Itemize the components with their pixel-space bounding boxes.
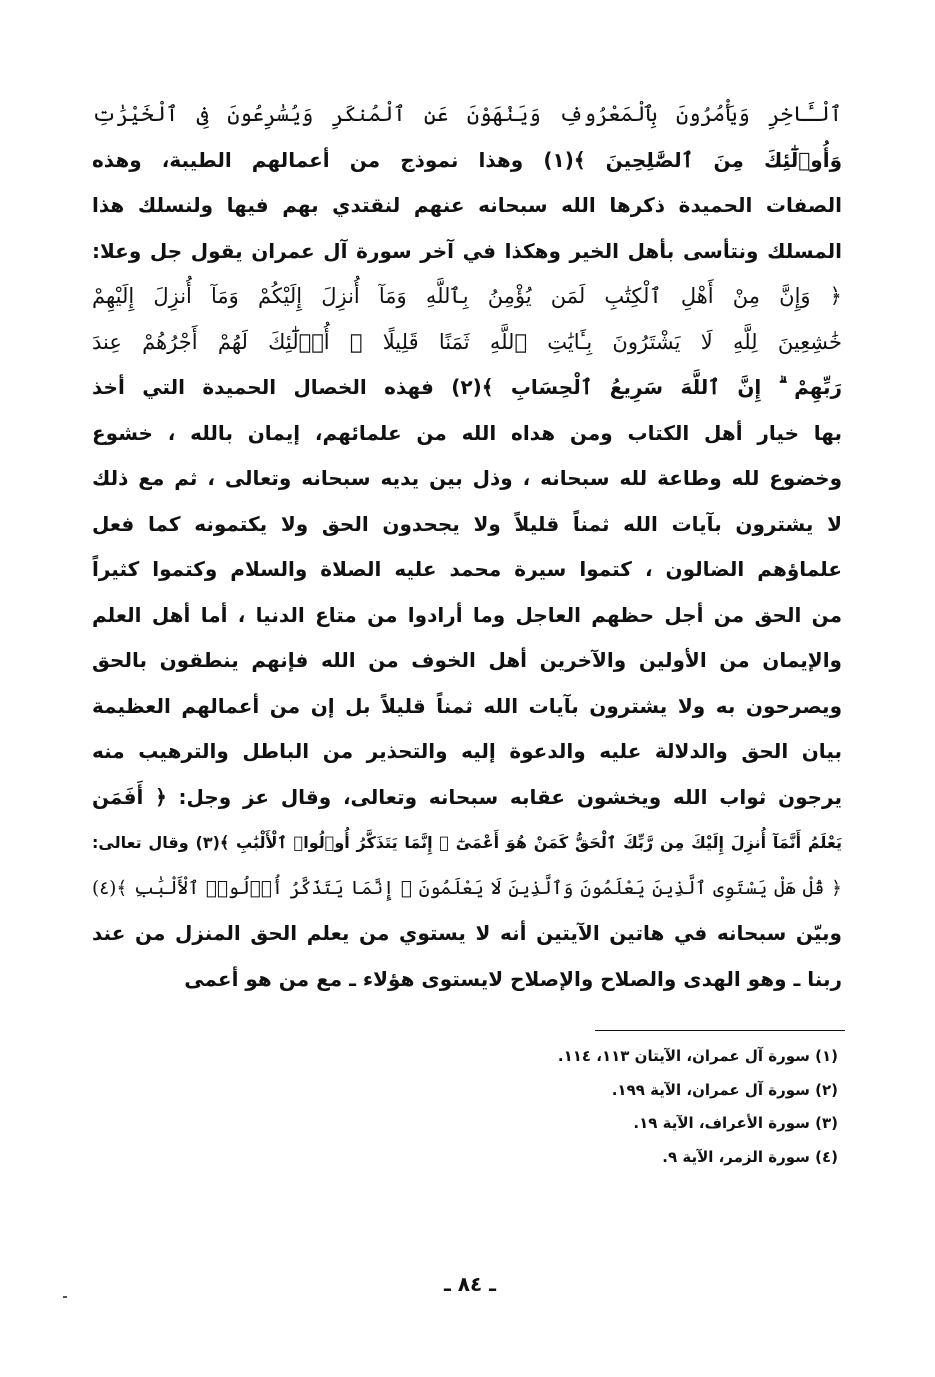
text-line: ﴿ قُلْ هَلْ يَسْتَوِى ٱلَّذِينَ يَعْلَمُونَ وَٱلَّذِينَ لَا يَعْلَمُونَ ۗ إِنَّمَا يَتَذَكَّرُ أُو۟لُوا۟ ٱلْأَلْبَٰبِ ﴾(٤)	[92, 877, 842, 899]
text-line: رَبِّهِمْ ۗ إِنَّ ٱللَّهَ سَرِيعُ ٱلْحِسَابِ ﴾(٢) فهذه الخصال الحميدة التي أخذ	[92, 375, 842, 399]
page-number: ـ ٨٤ ـ	[443, 1272, 497, 1296]
text-line: بها خيار أهل الكتاب ومن هداه الله من علمائهم، إيمان بالله ، خشوع	[92, 420, 842, 445]
text-line: خَٰشِعِينَ لِلَّهِ لَا يَشْتَرُونَ بِـَٔايَٰتِ ٱللَّهِ ثَمَنًا قَلِيلًا ۗ أُو۟لَٰٓئِكَ لَهُمْ أَجْرُهُمْ عِندَ	[92, 329, 842, 354]
text-line: لا يشترون بآيات الله ثمناً قليلاً ولا يجحدون الحق ولا يكتمونه كما فعل	[92, 511, 842, 536]
text-line: وخضوع لله وطاعة لله سبحانه ، وذل بين يديه سبحانه وتعالى ، ثم مع ذلك	[92, 466, 842, 490]
text-line: الصفات الحميدة ذكرها الله سبحانه عنهم لنقتدي بهم فيها ولنسلك هذا	[92, 193, 842, 217]
text-line: بيان الحق والدلالة عليه والدعوة إليه والتحذير من الباطل والترهيب منه	[92, 739, 842, 763]
footnote: (١) سورة آل عمران، الآيتان ١١٣، ١١٤.	[557, 1047, 838, 1065]
text-line: ويصرحون به ولا يشترون بآيات الله ثمناً قليلاً بل إن من أعمالهم العظيمة	[92, 693, 842, 718]
main-text	[92, 92, 842, 1002]
scan-speck	[63, 1296, 67, 1298]
text-line: يَعْلَمُ أَنَّمَآ أُنزِلَ إِلَيْكَ مِن رَّبِّكَ ٱلْحَقُّ كَمَنْ هُوَ أَعْمَىٰٓ ۚ إِنَّمَا يَتَذَكَّرُ أُو۟لُوا۟ ٱلْأَلْبَٰبِ ﴾(٣) وقال تعالى:	[92, 833, 842, 852]
text-line: وبيّن سبحانه في هاتين الآيتين أنه لا يستوي من يعلم الحق المنزل من عند	[92, 921, 842, 945]
footnote-divider	[595, 1030, 845, 1031]
text-line: يرجون ثواب الله ويخشون عقابه سبحانه وتعالى، وقال عز وجل: ﴿ أَفَمَن	[92, 784, 842, 809]
text-line: والإيمان من الأولين والآخرين أهل الخوف من الله فإنهم ينطقون بالحق	[92, 648, 842, 672]
text-line: ٱلْـَٔاخِرِ وَيَأْمُرُونَ بِٱلْمَعْرُوفِ وَيَنْهَوْنَ عَنِ ٱلْمُنكَرِ وَيُسَٰرِعُونَ فِى ٱلْخَيْرَٰتِ	[92, 102, 842, 126]
footnotes	[557, 1040, 838, 1174]
footnote: (٣) سورة الأعراف، الآية ١٩.	[633, 1114, 838, 1132]
footnote: (٤) سورة الزمر، الآية ٩.	[662, 1147, 838, 1166]
footnote: (٢) سورة آل عمران، الآية ١٩٩.	[611, 1080, 838, 1099]
text-line: ربنا ـ وهو الهدى والصلاح والإصلاح لايستوى هؤلاء ـ مع من هو أعمى	[184, 966, 842, 991]
text-line: من الحق من أجل حظهم العاجل وما أرادوا من متاع الدنيا ، أما أهل العلم	[92, 602, 842, 627]
text-line: وَأُو۟لَٰٓئِكَ مِنَ ٱلصَّٰلِحِينَ ﴾(١) وهذا نموذج من أعمالهم الطيبة، وهذه	[92, 147, 842, 172]
text-line: المسلك ونتأسى بأهل الخير وهكذا في آخر سورة آل عمران يقول جل وعلا:	[92, 238, 842, 263]
text-line: علماؤهم الضالون ، كتموا سيرة محمد عليه الصلاة والسلام وكتموا كثيراً	[92, 557, 842, 581]
text-line: ﴿ وَإِنَّ مِنْ أَهْلِ ٱلْكِتَٰبِ لَمَن يُؤْمِنُ بِٱللَّهِ وَمَآ أُنزِلَ إِلَيْكُمْ وَمَآ أُنزِلَ إِلَيْهِمْ	[92, 284, 842, 308]
